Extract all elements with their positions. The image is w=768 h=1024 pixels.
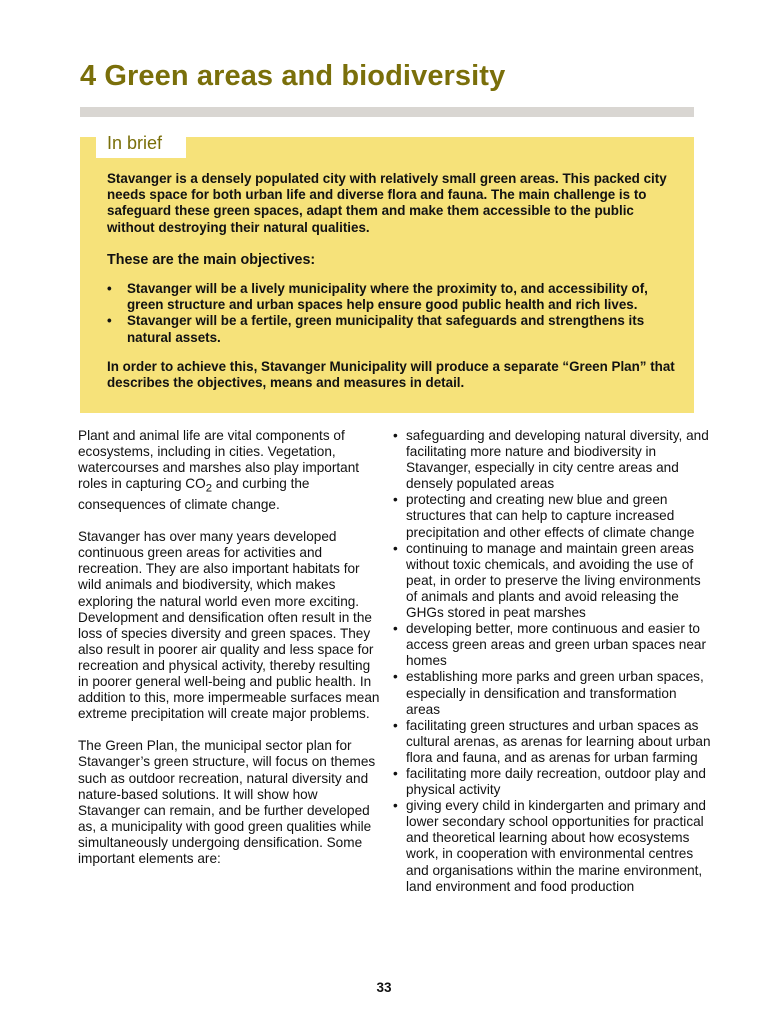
paragraph-text: and curbing the consequences of climate change. [78,476,310,513]
objective-item: • Stavanger will be a lively municipality where the proximity to, and accessibility of, green structure and urban spaces help ensure good public health and rich lives. [107,281,685,313]
list-item: • developing better, more continuous and easier to access green areas and green urban spaces near homes [393,621,713,669]
list-item: • facilitating green structures and urban spaces as cultural arenas, as arenas for learning about urban flora and fauna, and as arenas for urban farming [393,718,713,766]
in-brief-label: In brief [107,133,163,153]
paragraph-green-areas: Stavanger has over many years developed continuous green areas for activities and recreation. They are also important habitats for wild animals and biodiversity, which makes exploring the natural world even more exciting. Development and densification often result in the loss of species diversity and green spaces. They also result in poorer air quality and less space for recreation and physical activity, thereby resulting in poorer general well-being and public health. In addition to this, more impermeable surfaces mean extreme precipitation will create major problems. [78,529,380,722]
list-item: • continuing to manage and maintain green areas without toxic chemicals, and avoiding the use of peat, in order to preserve the living environments of animals and plants and avoid releasing the GHGs stored in peat marshes [393,541,713,621]
objective-item: • Stavanger will be a fertile, green municipality that safeguards and strengthens its natural assets. [107,313,685,345]
co2-subscript: 2 [205,483,212,495]
in-brief-intro: Stavanger is a densely populated city with relatively small green areas. This packed city needs space for both urban life and diverse flora and fauna. The main challenge is to safeguard these green spaces, adapt them and make them accessible to the public without destroying their natural qualities. [107,171,667,235]
paragraph-ecosystems [78,428,383,513]
page-title: 4 Green areas and biodiversity [80,60,506,92]
in-brief-closing: In order to achieve this, Stavanger Municipality will produce a separate “Green Plan” that describes the objectives, means and measures in detail. [107,358,675,391]
objectives-heading: These are the main objectives: [107,251,316,268]
paragraph-green-plan: The Green Plan, the municipal sector plan for Stavanger’s green structure, will focus on themes such as outdoor recreation, natural diversity and nature-based solutions. It will show how Stavanger can remain, and be further developed as, a municipality with good green qualities while simultaneously undergoing densification. Some important elements are: [78,738,376,866]
list-item: • establishing more parks and green urban spaces, especially in densification and transformation areas [393,669,713,717]
list-item: • giving every child in kindergarten and primary and lower secondary school opportunities for practical and theoretical learning about how ecosystems work, in cooperation with environmental centres and organisations within the marine environment, land environment and food production [393,798,713,895]
right-column [393,428,713,895]
list-item: • protecting and creating new blue and green structures that can help to capture increased precipitation and other effects of climate change [393,492,713,540]
paragraph-text: Plant and animal life are vital components of ecosystems, including in cities. Vegetation, watercourses and marshes also play important roles in capturing CO [78,428,360,492]
list-item: • safeguarding and developing natural diversity, and facilitating more nature and biodiversity in Stavanger, especially in city centre areas and densely populated areas [393,428,713,492]
page-number: 33 [376,980,392,995]
elements-list [393,428,713,895]
left-column [78,428,383,883]
list-item: • facilitating more daily recreation, outdoor play and physical activity [393,766,713,798]
objectives-list [107,281,685,346]
title-divider [80,107,694,117]
in-brief-content [107,171,685,391]
